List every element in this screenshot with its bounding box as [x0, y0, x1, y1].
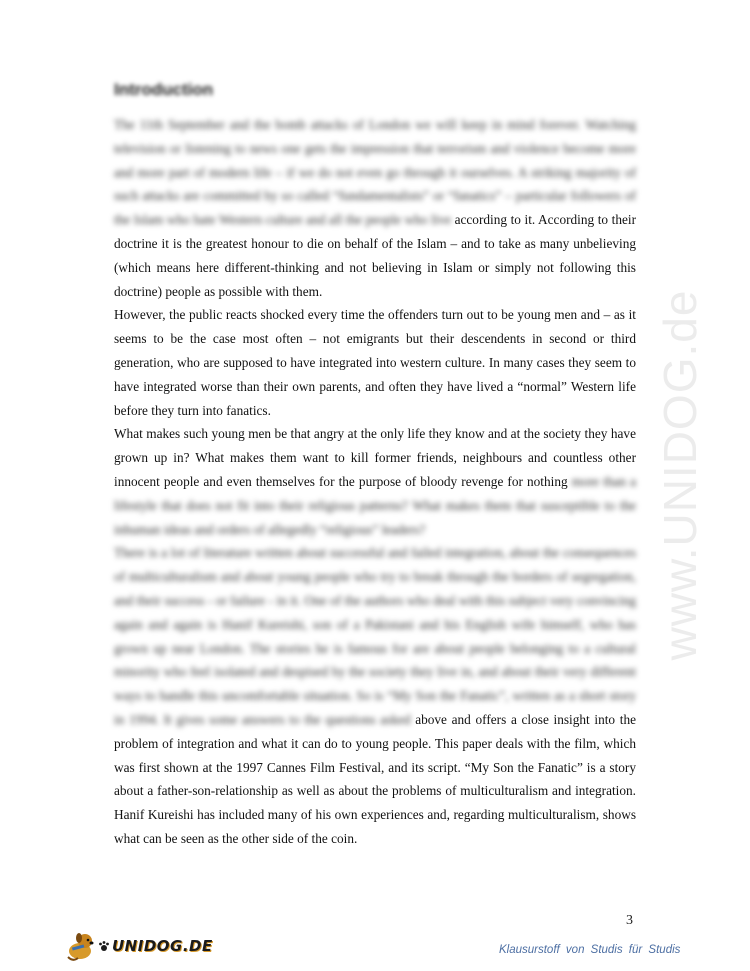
unidog-logo — [64, 928, 213, 964]
watermark-text: www.UNIDOG.de — [654, 289, 706, 661]
paragraph-3 — [114, 422, 636, 541]
paragraph-text: However, the public reacts shocked every time the offenders turn out to be young men and – as it seems to be the case most often – not emigrants but their descendents in second or third generation, who are supposed to have integrated into western culture. In many cases they seem to have integrated worse than their own parents, and often they have lived a “normal” Western life before they turn into fanatics. — [114, 307, 636, 418]
dog-icon — [64, 929, 98, 963]
section-heading: Introduction — [114, 80, 214, 99]
paragraph-1 — [114, 113, 636, 303]
paw-icon — [98, 940, 110, 952]
paragraph-text: according to it. According to their doctrine it is the greatest honour to die on behalf of the Islam – and to take as many unbelieving (which means here different-thinking and not believing in Islam or simply not following this doctrine) people as possible with them. — [114, 212, 637, 299]
tagline: Klausurstoff von Studis für Studis — [499, 944, 681, 956]
paragraph-2 — [114, 303, 636, 422]
blurred-text: more than a lifestyle that does not fit into their religious patterns? What makes them that susceptible to the inhuman ideas and orders of allegedly “religious” leaders? — [114, 473, 637, 537]
paragraph-text: above and offers a close insight into the problem of integration and what it can do to young people. This paper deals with the film, which was first shown at the 1997 Cannes Film Festival, and its script. “My Son the Fanatic” is a story about a father-son-relationship as well as about the problems of multiculturalism and integration. Hanif Kureishi has included many of his own experiences and, regarding multiculturalism, shows what can be seen as the other side of the coin. — [114, 711, 636, 846]
page-number: 3 — [626, 913, 633, 928]
blurred-text: There is a lot of literature written about successful and failed integration, about the consequences of multiculturalism and about young people who try to break through the borders of segregation, and their success - or failure - in it. One of the authors who deal with this subject very convincing again and again is Hanif Kureishi, son of a Pakistani and his English wife himself, who has grown up near London. The stories he is famous for are about people belonging to a cultural minority who feel isolated and despised by the society they live in, and about their very different ways to handle this uncomfortable situation. So is “My Son the Fanatic”, written as a short story in 1994. It gives some answers to the questions asked — [114, 545, 636, 727]
paragraph-4 — [114, 541, 636, 850]
paragraph-text: What makes such young men be that angry at the only life they know and at the society they have grown up in? What makes them want to kill former friends, neighbours and countless other innocent people and even themselves for the purpose of bloody revenge for nothing — [114, 426, 636, 489]
body-text — [114, 113, 636, 851]
blurred-text: The 11th September and the bomb attacks of London we will keep in mind forever. Watching television or listening to news one gets the impression that terrorism and violence become more and more part of modern life – if we do not even go through it ourselves. A striking majority of such attacks are committed by so called “fundamentalists” or “fanatics” – particular followers of the Islam who hate Western culture and all the people who live — [114, 117, 636, 228]
logo-text: UNIDOG.DE — [112, 937, 213, 955]
